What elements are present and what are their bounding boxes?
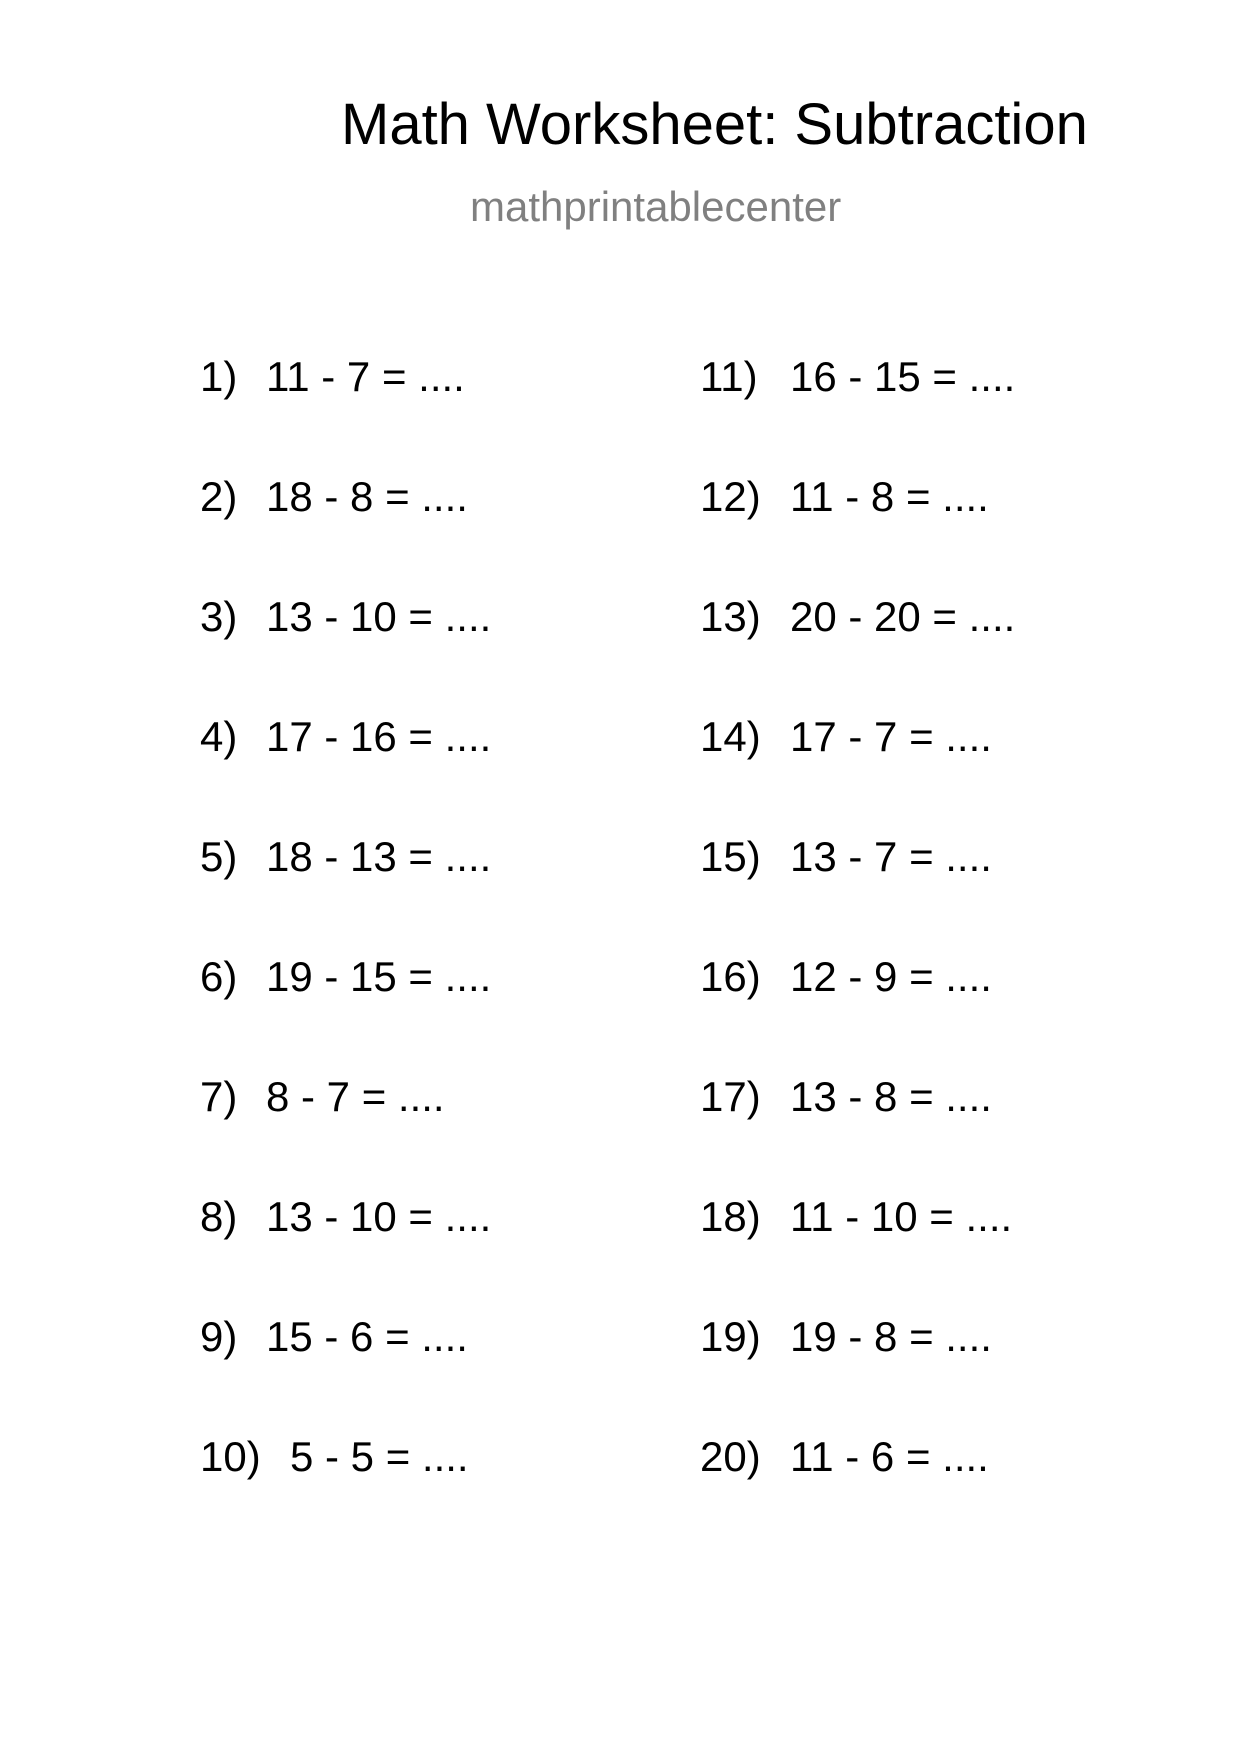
problem-expression: 17 - 7 = .... — [790, 713, 992, 760]
problem-expression: 11 - 10 = .... — [790, 1193, 1013, 1240]
problem-expression: 19 - 15 = .... — [266, 953, 492, 1000]
problem-expression: 8 - 7 = .... — [266, 1073, 445, 1120]
problem-expression: 18 - 8 = .... — [266, 473, 468, 520]
problem-expression: 16 - 15 = .... — [790, 353, 1016, 400]
problem-number: 12) — [700, 473, 761, 520]
problem-expression: 13 - 10 = .... — [266, 1193, 492, 1240]
problem-number: 16) — [700, 953, 761, 1000]
page-subtitle: mathprintablecenter — [470, 183, 842, 230]
problem-number: 6) — [200, 953, 238, 1000]
page-title: Math Worksheet: Subtraction — [341, 92, 1088, 157]
problem-7 — [200, 1073, 445, 1120]
problem-11 — [700, 353, 1016, 400]
problem-expression: 18 - 13 = .... — [266, 833, 492, 880]
problem-2 — [200, 473, 468, 520]
problem-number: 10) — [200, 1433, 261, 1480]
problem-number: 11) — [700, 353, 758, 400]
problem-19 — [700, 1313, 992, 1360]
problem-number: 3) — [200, 593, 238, 640]
problem-expression: 11 - 8 = .... — [790, 473, 989, 520]
problem-number: 1) — [200, 353, 238, 400]
problem-number: 14) — [700, 713, 761, 760]
problem-number: 20) — [700, 1433, 761, 1480]
problem-number: 18) — [700, 1193, 761, 1240]
problem-expression: 12 - 9 = .... — [790, 953, 992, 1000]
problem-expression: 11 - 7 = .... — [266, 353, 465, 400]
problem-number: 13) — [700, 593, 761, 640]
problem-expression: 13 - 7 = .... — [790, 833, 992, 880]
problem-12 — [700, 473, 989, 520]
problem-expression: 13 - 8 = .... — [790, 1073, 992, 1120]
problem-expression: 11 - 6 = .... — [790, 1433, 989, 1480]
problem-9 — [200, 1313, 468, 1360]
problem-number: 19) — [700, 1313, 761, 1360]
problem-5 — [200, 833, 492, 880]
problem-1 — [200, 353, 465, 400]
problem-number: 8) — [200, 1193, 238, 1240]
problem-expression: 17 - 16 = .... — [266, 713, 492, 760]
problem-15 — [700, 833, 992, 880]
problem-expression: 19 - 8 = .... — [790, 1313, 992, 1360]
problem-number: 5) — [200, 833, 238, 880]
problem-4 — [200, 713, 492, 760]
problem-8 — [200, 1193, 492, 1240]
problem-number: 15) — [700, 833, 761, 880]
problem-3 — [200, 593, 492, 640]
problem-18 — [700, 1193, 1013, 1240]
problem-20 — [700, 1433, 989, 1480]
problem-10 — [200, 1433, 469, 1480]
problem-6 — [200, 953, 492, 1000]
problem-13 — [700, 593, 1016, 640]
problem-16 — [700, 953, 992, 1000]
problem-14 — [700, 713, 992, 760]
problem-number: 17) — [700, 1073, 761, 1120]
problem-expression: 13 - 10 = .... — [266, 593, 492, 640]
problem-number: 4) — [200, 713, 238, 760]
problem-number: 9) — [200, 1313, 238, 1360]
problem-expression: 20 - 20 = .... — [790, 593, 1016, 640]
problem-number: 2) — [200, 473, 238, 520]
problem-expression: 15 - 6 = .... — [266, 1313, 468, 1360]
problem-expression: 5 - 5 = .... — [290, 1433, 469, 1480]
problem-number: 7) — [200, 1073, 238, 1120]
problem-17 — [700, 1073, 992, 1120]
